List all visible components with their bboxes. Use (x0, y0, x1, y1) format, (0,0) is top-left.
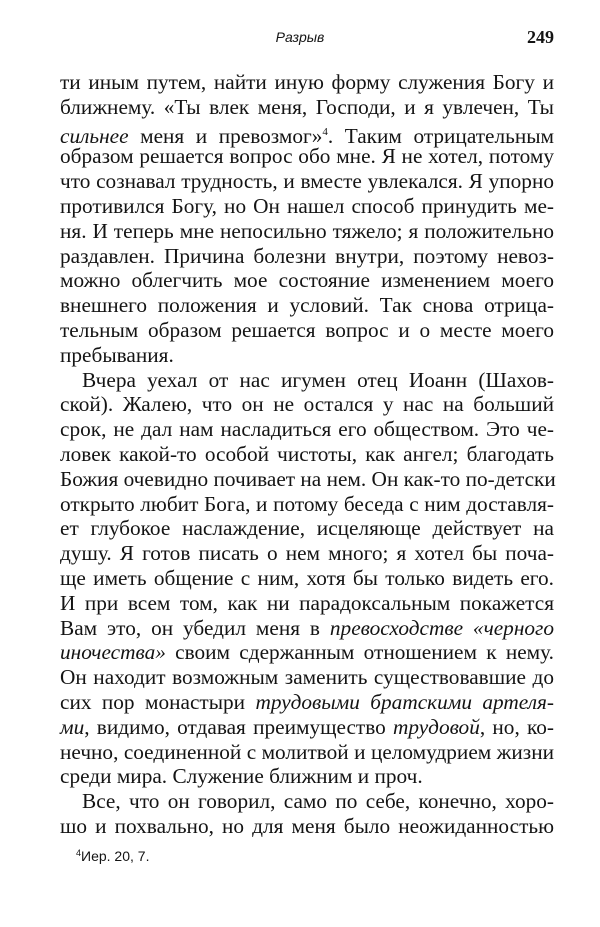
text-line (60, 740, 554, 765)
text-segment: Все, что он говорил, само по себе, конечно, хоро- (82, 789, 554, 814)
text-line (60, 219, 554, 244)
text-segment: срок, не дал нам насладиться его обществом. Это че- (60, 417, 554, 442)
footnote-marker: 4 (76, 848, 82, 858)
text-segment: , но, ко- (479, 714, 554, 739)
text-line (60, 318, 554, 343)
text-line (60, 566, 554, 591)
text-line (60, 541, 554, 566)
footnote-text: Иер. 20, 7. (81, 848, 150, 864)
text-line (60, 268, 554, 293)
text-segment: что сознавал трудность, и вместе увлекался. Я упорно (60, 169, 554, 194)
page-number: 249 (527, 27, 554, 47)
text-segment: Божия очевидно почивает на нем. Он как-то по-детски (60, 466, 556, 491)
text-segment: ти иным путем, найти иную форму служения Богу и (60, 70, 554, 94)
italic-text: трудовой (393, 714, 480, 739)
body-text (60, 70, 554, 839)
text-segment: среди мира. Служение ближним и проч. (60, 764, 423, 789)
running-head (0, 27, 600, 49)
text-segment: нечно, соединенной с молитвой и целомудрием жизни (60, 739, 554, 764)
text-segment: душу. Я готов писать о нем много; я хотел бы поча- (60, 541, 554, 566)
text-segment: . Таким отрицательным (327, 123, 555, 148)
text-segment: ня. И теперь мне непосильно тяжело; я положительно (60, 218, 554, 243)
text-segment: образом решается вопрос обо мне. Я не хотел, потому (60, 144, 554, 169)
footnote (76, 848, 149, 864)
text-line (60, 194, 554, 219)
text-segment: меня и превозмог» (128, 123, 323, 148)
text-line (60, 492, 554, 517)
text-line (60, 70, 554, 95)
italic-text: сильнее (60, 123, 129, 148)
text-line (60, 368, 554, 393)
text-line (60, 764, 554, 789)
text-segment: ближнему. «Ты влек меня, Господи, и я увлечен, Ты (60, 94, 554, 119)
text-line (60, 640, 554, 665)
text-line (60, 169, 554, 194)
text-segment: сих пор монастыри (60, 689, 256, 714)
text-segment: своим сдержанным отношением к нему. (165, 640, 554, 665)
text-segment: ет глубокое наслаждение, исцеляюще действует на (60, 516, 554, 541)
text-line (60, 293, 554, 318)
text-line (60, 120, 555, 148)
text-line (60, 814, 554, 839)
text-line (60, 665, 554, 690)
text-line (60, 789, 554, 814)
text-segment: раздавлен. Причина болезни внутри, поэтому невоз- (60, 243, 554, 268)
text-segment: шо и похвально, но для меня было неожиданностью (60, 813, 554, 838)
text-line (60, 591, 554, 616)
text-segment: тельным образом решается вопрос и о месте моего (60, 317, 554, 342)
text-segment: , видимо, отдавая преимущество (84, 714, 394, 739)
text-line (60, 715, 554, 740)
text-line (60, 95, 554, 120)
text-line (60, 516, 554, 541)
text-segment: открыто любит Бога, и потому беседа с ним доставля- (60, 491, 554, 516)
text-line (60, 343, 554, 368)
text-segment: можно облегчить мое состояние изменением моего (60, 268, 554, 293)
text-line (60, 144, 554, 169)
footnote-reference: 4 (322, 125, 328, 138)
italic-text: превосходстве «черного (329, 615, 555, 640)
italic-text: иночества» (60, 640, 166, 665)
text-segment: внешнего положения и условий. Так снова отрица- (60, 293, 554, 318)
text-line (60, 392, 554, 417)
text-segment: И при всем том, как ни парадоксальным покажется (60, 590, 554, 615)
text-segment: ской). Жалею, что он не остался у нас на больший (60, 392, 554, 417)
text-line (60, 467, 554, 492)
text-segment: ще иметь общение с ним, хотя бы только видеть его. (60, 565, 554, 590)
text-segment: Вам это, он убедил меня в (60, 615, 330, 640)
text-segment: Вчера уехал от нас игумен отец Иоанн (Шахов- (82, 367, 554, 392)
text-segment: ловек какой-то особой чистоты, как ангел; благодать (60, 441, 554, 466)
italic-text: ми (60, 714, 85, 739)
text-line (60, 442, 554, 467)
text-segment: Он находит возможным заменить существовавшие до (60, 665, 554, 690)
text-line (60, 244, 554, 269)
text-segment: пребывания. (60, 342, 174, 367)
text-line (60, 616, 554, 641)
running-head-title: Разрыв (275, 29, 325, 45)
text-line (60, 690, 554, 715)
italic-text: трудовыми братскими артеля- (255, 689, 554, 714)
text-line (60, 417, 554, 442)
text-segment: противился Богу, но Он нашел способ принудить ме- (60, 193, 554, 218)
